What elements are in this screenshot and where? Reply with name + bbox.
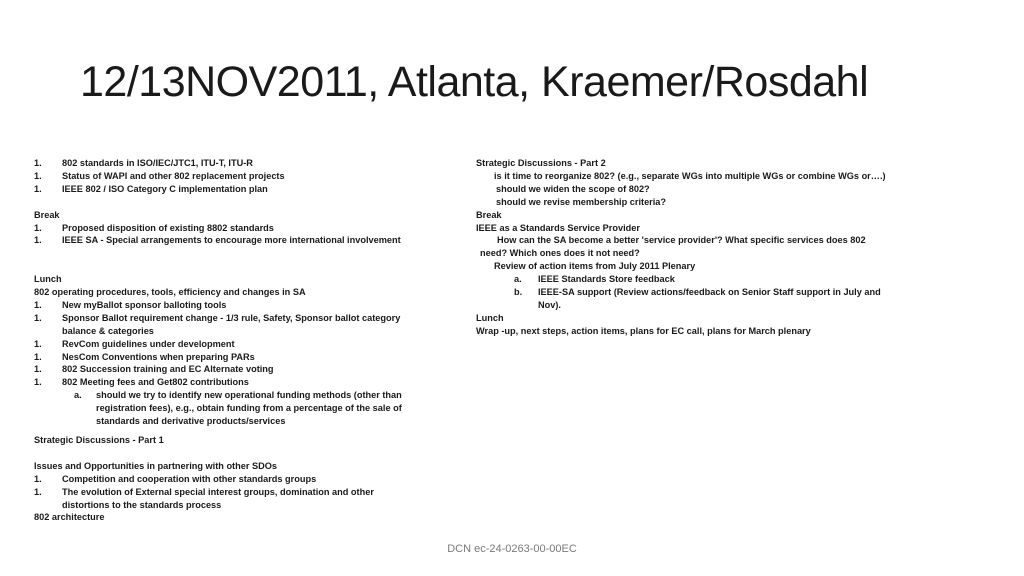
sub-list-item-continuation: standards and derivative products/services bbox=[96, 416, 286, 427]
list-item: 1. IEEE SA - Special arrangements to encourage more international involvement bbox=[34, 235, 401, 246]
list-item: Review of action items from July 2011 Plenary bbox=[494, 261, 696, 272]
list-item: 1. 802 Succession training and EC Alternate voting bbox=[34, 364, 274, 375]
section-heading: IEEE as a Standards Service Provider bbox=[476, 222, 640, 233]
sub-list-item-continuation: Nov). bbox=[538, 299, 561, 310]
sub-list-item: a. should we try to identify new operational funding methods (other than bbox=[74, 390, 402, 401]
list-item-continuation: distortions to the standards process bbox=[62, 499, 222, 510]
slide-title: 12/13NOV2011, Atlanta, Kraemer/Rosdahl bbox=[80, 58, 869, 106]
list-item: 1. 802 Meeting fees and Get802 contributions bbox=[34, 377, 249, 388]
agenda-right-column bbox=[476, 157, 946, 338]
list-item: 1. IEEE 802 / ISO Category C implementation plan bbox=[34, 183, 268, 194]
list-item: 1. RevCom guidelines under development bbox=[34, 338, 235, 349]
list-item: 1. Sponsor Ballot requirement change - 1/3 rule, Safety, Sponsor ballot category bbox=[34, 312, 401, 323]
list-item-continuation: balance & categories bbox=[62, 325, 154, 336]
sub-list-item-continuation: registration fees), e.g., obtain funding from a percentage of the sale of bbox=[96, 403, 402, 414]
section-heading: Wrap -up, next steps, action items, plans for EC call, plans for March plenary bbox=[476, 325, 811, 336]
section-label: Lunch bbox=[34, 274, 62, 285]
list-item: 1. The evolution of External special interest groups, domination and other bbox=[34, 486, 374, 497]
list-item: should we revise membership criteria? bbox=[496, 196, 667, 207]
list-item: 1. New myBallot sponsor balloting tools bbox=[34, 299, 227, 310]
section-heading: Strategic Discussions - Part 1 bbox=[34, 435, 164, 445]
section-heading: Issues and Opportunities in partnering with other SDOs bbox=[34, 460, 277, 471]
section-heading: 802 architecture bbox=[34, 512, 105, 523]
section-heading: 802 operating procedures, tools, efficiency and changes in SA bbox=[34, 287, 306, 298]
list-item: 1. Competition and cooperation with other standards groups bbox=[34, 473, 317, 484]
sub-list-item: a. IEEE Standards Store feedback bbox=[514, 274, 675, 285]
list-item: 1. Status of WAPI and other 802 replacement projects bbox=[34, 170, 285, 181]
list-item: 1. NesCom Conventions when preparing PARs bbox=[34, 351, 255, 362]
list-item: How can the SA become a better 'service provider'? What specific services does 802 bbox=[497, 235, 866, 246]
list-item-continuation: need? Which ones does it not need? bbox=[480, 248, 640, 259]
list-item: should we widen the scope of 802? bbox=[496, 183, 650, 194]
list-item: 1. 802 standards in ISO/IEC/JTC1, ITU-T, ITU-R bbox=[34, 158, 253, 168]
section-label: Break bbox=[476, 209, 502, 220]
section-heading: Strategic Discussions - Part 2 bbox=[476, 158, 606, 168]
list-item: 1. Proposed disposition of existing 8802 standards bbox=[34, 222, 274, 233]
section-label: Lunch bbox=[476, 312, 504, 323]
sub-list-item: b. IEEE-SA support (Review actions/feedback on Senior Staff support in July and bbox=[514, 287, 881, 298]
section-label: Break bbox=[34, 209, 60, 220]
agenda-left-column bbox=[34, 157, 449, 524]
list-item: is it time to reorganize 802? (e.g., separate WGs into multiple WGs or combine WGs or….) bbox=[494, 170, 886, 181]
document-control-number: DCN ec-24-0263-00-00EC bbox=[447, 543, 577, 555]
